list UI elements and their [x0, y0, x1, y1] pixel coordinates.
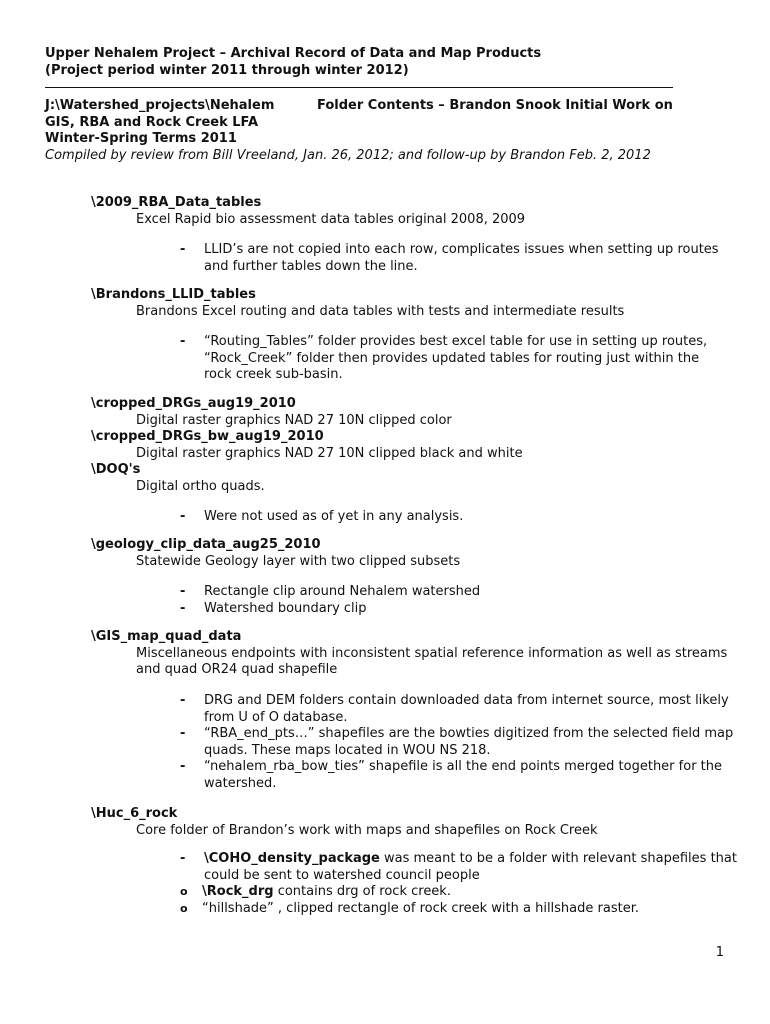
section-2009-rba-data-tables [91, 195, 731, 228]
section-description: Core folder of Brandon’s work with maps and shapefiles on Rock Creek [136, 822, 598, 838]
dash-marker: - [180, 693, 186, 708]
project-period: (Project period winter 2011 through winter 2012) [45, 62, 409, 78]
dash-marker: - [180, 509, 186, 524]
section-7-bullets [180, 693, 740, 792]
circle-bullet-marker: o [180, 901, 188, 915]
section-description: Miscellaneous endpoints with inconsistent spatial reference information as well as streams and quad OR24 quad shapefile [136, 645, 728, 677]
header-rule [45, 87, 673, 88]
folder-contents-title: Folder Contents – Brandon Snook Initial Work on [317, 98, 673, 113]
section-brandons-llid-tables [91, 287, 731, 320]
document-title: Upper Nehalem Project – Archival Record of Data and Map Products [45, 46, 542, 61]
list-item: - Watershed boundary clip [180, 600, 367, 616]
section-title: \cropped_DRGs_aug19_2010 [91, 396, 296, 411]
section-title: \GIS_map_quad_data [91, 629, 242, 644]
dash-marker: - [180, 851, 186, 866]
section-gis-map-quad-data [91, 629, 731, 679]
section-cropped-drgs [91, 396, 731, 495]
page-number: 1 [715, 945, 724, 960]
dash-marker: - [180, 600, 186, 616]
section-8-bullets [180, 851, 740, 917]
list-item: - DRG and DEM folders contain downloaded data from internet source, most likely from U of O database. [180, 693, 729, 725]
coho-folder-name: \COHO_density_package [204, 851, 380, 866]
section-5-bullets [180, 509, 740, 526]
section-description: Excel Rapid bio assessment data tables original 2008, 2009 [136, 211, 526, 227]
section-description: Digital raster graphics NAD 27 10N clipped black and white [136, 445, 523, 461]
dash-marker: - [180, 584, 186, 599]
section-title: \2009_RBA_Data_tables [91, 195, 262, 210]
section-description: Statewide Geology layer with two clipped subsets [136, 553, 461, 569]
dash-marker: - [180, 242, 186, 257]
section-title: \Brandons_LLID_tables [91, 287, 256, 302]
list-item: - “RBA_end_pts…” shapefiles are the bowties digitized from the selected field map quads. These maps located in WOU NS 218. [180, 726, 734, 758]
section-title: \Huc_6_rock [91, 806, 178, 821]
path-line [45, 98, 735, 115]
rock-drg-folder-name: \Rock_drg [202, 884, 274, 899]
dash-marker: - [180, 759, 186, 774]
list-item: - Rectangle clip around Nehalem watershed [180, 584, 481, 599]
section-title: \cropped_DRGs_bw_aug19_2010 [91, 429, 324, 444]
section-1-bullets [180, 242, 740, 275]
dash-marker: - [180, 334, 186, 349]
gis-line: GIS, RBA and Rock Creek LFA [45, 114, 259, 130]
section-title: \geology_clip_data_aug25_2010 [91, 537, 321, 552]
section-huc-6-rock [91, 806, 731, 839]
dash-marker: - [180, 726, 186, 741]
section-2-bullets [180, 334, 720, 384]
section-6-bullets [180, 584, 740, 617]
list-item: - LLID’s are not copied into each row, complicates issues when setting up routes and further tables down the line. [180, 242, 719, 274]
sub-list-item: o \Rock_drg contains drg of rock creek. [180, 884, 451, 899]
sub-list-item: o “hillshade” , clipped rectangle of rock creek with a hillshade raster. [180, 900, 639, 916]
list-item: - \COHO_density_package was meant to be a folder with relevant shapefiles that could be sent to watershed council people [180, 851, 737, 883]
compiled-by-line: Compiled by review from Bill Vreeland, Jan. 26, 2012; and follow-up by Brandon Feb. 2, 2012 [45, 147, 651, 163]
folder-path: J:\Watershed_projects\Nehalem [45, 98, 275, 113]
list-item: - Were not used as of yet in any analysis. [180, 509, 464, 524]
document-header [45, 46, 735, 164]
terms-line: Winter-Spring Terms 2011 [45, 131, 237, 146]
circle-bullet-marker: o [180, 885, 188, 898]
section-title: \DOQ's [91, 462, 141, 477]
section-description: Digital ortho quads. [136, 478, 265, 494]
section-geology-clip-data [91, 537, 731, 570]
list-item: - “nehalem_rba_bow_ties” shapefile is all the end points merged together for the watershed. [180, 759, 723, 791]
section-description: Brandons Excel routing and data tables with tests and intermediate results [136, 303, 625, 319]
section-description: Digital raster graphics NAD 27 10N clipped color [136, 412, 452, 428]
list-item: - “Routing_Tables” folder provides best excel table for use in setting up routes, “Rock_Creek” folder then provides updated tables for routing just within the rock creek sub-basin. [180, 334, 708, 382]
